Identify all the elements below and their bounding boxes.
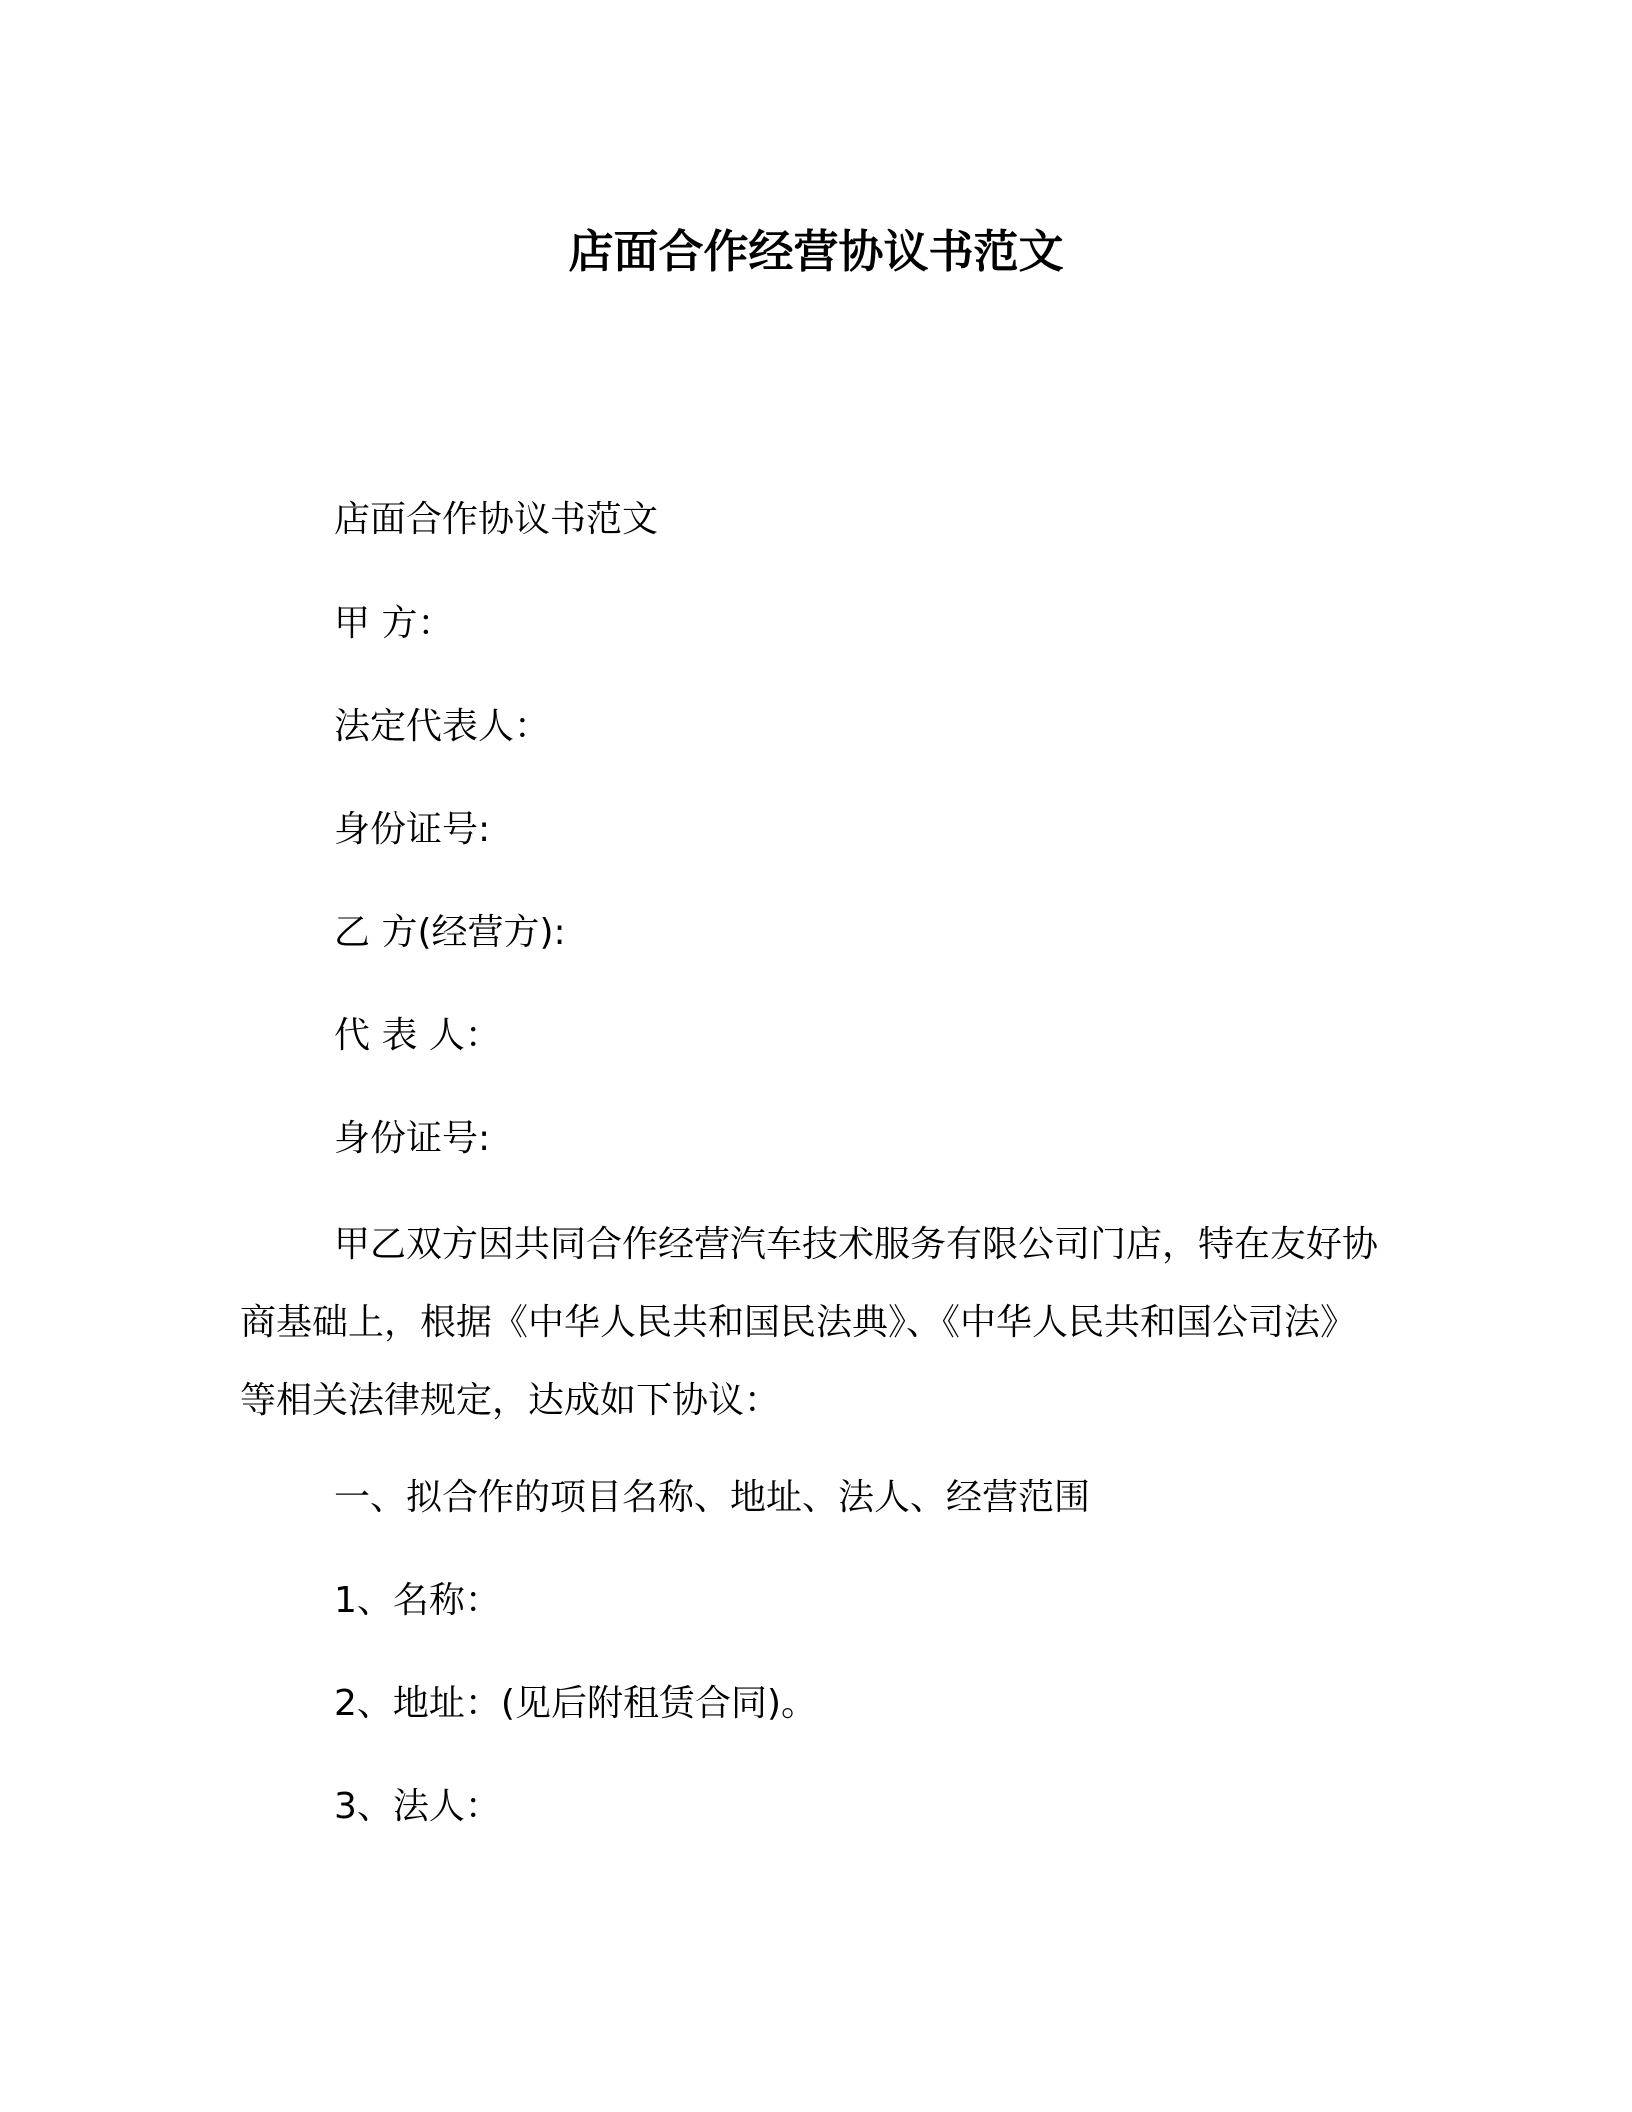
item-legal-person: 3、法人： xyxy=(334,1786,501,1827)
preamble-paragraph: 甲乙双方因共同合作经营汽车技术服务有限公司门店，特在友好协商基础上，根据《中华人民共和国民法典》、《中华人民共和国公司法》等相关法律规定，达成如下协议： xyxy=(240,1224,1379,1421)
party-b-id-number-label: 身份证号: xyxy=(334,1118,491,1159)
document-subtitle: 店面合作协议书范文 xyxy=(334,499,659,540)
representative-label: 代 表 人： xyxy=(334,1015,501,1056)
party-b-label: 乙 方(经营方): xyxy=(334,912,566,953)
legal-representative-label: 法定代表人： xyxy=(334,706,551,747)
document-title: 店面合作经营协议书范文 xyxy=(568,225,1064,278)
item-address: 2、地址：(见后附租赁合同)。 xyxy=(334,1683,817,1724)
item-name: 1、名称： xyxy=(334,1580,501,1621)
party-a-id-number-label: 身份证号: xyxy=(334,809,491,850)
party-a-label: 甲 方： xyxy=(334,603,454,644)
section-1-heading: 一、拟合作的项目名称、地址、法人、经营范围 xyxy=(334,1477,1091,1518)
